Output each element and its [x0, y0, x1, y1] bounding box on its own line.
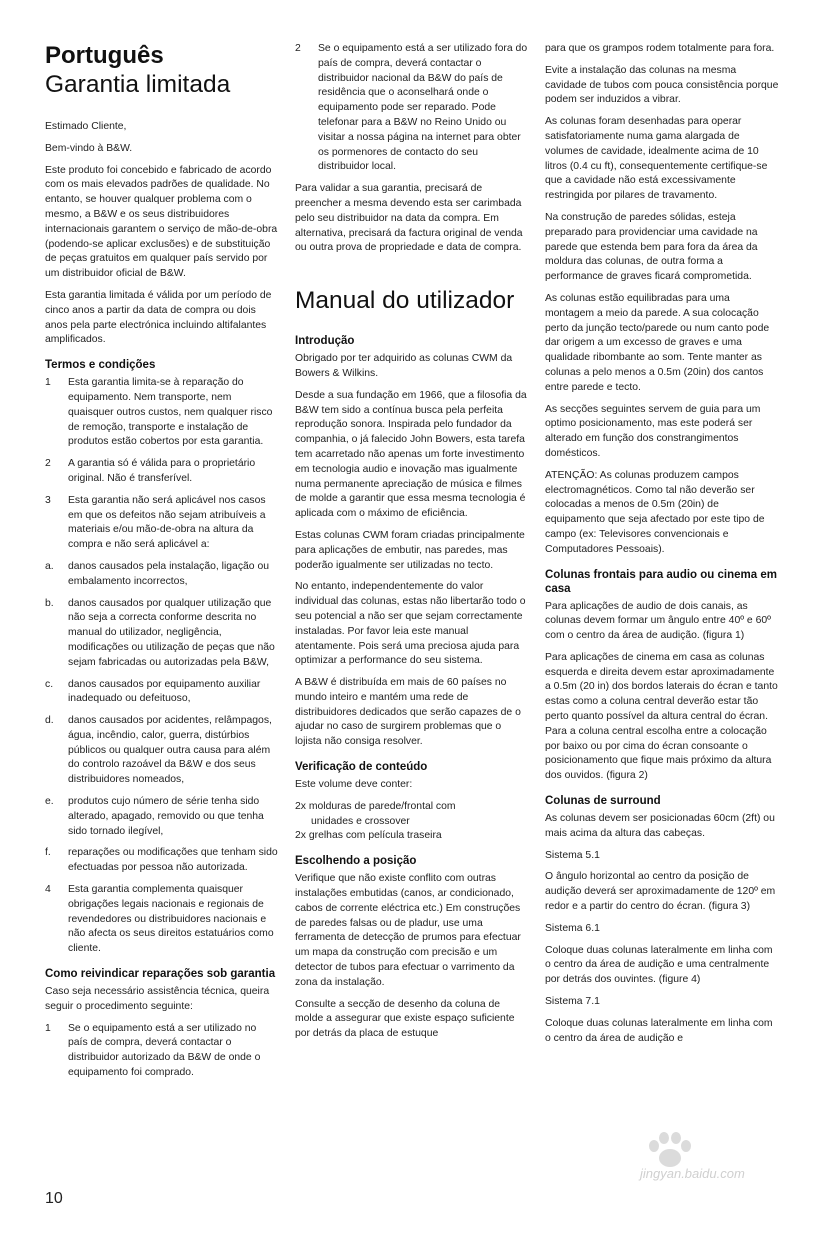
- page-title: Português: [45, 42, 164, 69]
- paragraph: As colunas estão equilibradas para uma montagem a meio da parede. A sua colocação perto da junção tecto/parede ou num canto pode dar origem a um excesso de graves e uma qualidade ribombante ao som. Tente manter as colunas a pelo menos a 0.5m (20in) dos cantos entre parede e tecto.: [545, 292, 770, 393]
- paragraph: Verifique que não existe conflito com outras instalações embutidas (canos, ar condicionado, cabos de corrente eléctrica etc.) Em construções de paredes falsas ou de pladur, use uma ferramenta de detecção de prumos para efectuar um mapa da construção com precisão e um detector de tubos para efectuar o varrimento da zona da instalação.: [295, 873, 521, 988]
- list-item: d. danos causados por acidentes, relâmpagos, água, incêndio, calor, guerra, distúrbios públicos ou qualquer outra causa para além do controlo razoável da B&W e dos seus distribuidores nomeados,: [45, 715, 272, 786]
- paragraph: Caso seja necessário assistência técnica, queira seguir o procedimento seguinte:: [45, 986, 270, 1012]
- heading-claim: Como reivindicar reparações sob garantia: [45, 968, 276, 981]
- paragraph: Coloque duas colunas lateralmente em linha com o centro da área de audição e uma centralmente por detrás dos ouvintes. (figure 4): [545, 944, 773, 986]
- paragraph: para que os grampos rodem totalmente para fora.: [545, 43, 775, 54]
- heading-terms: Termos e condições: [45, 359, 156, 372]
- list-item: b. danos causados por qualquer utilização que não seja a correcta conforme descrita no manual do utilizador, negligência, modificações ou utilização de peças que não sejam fabricadas ou autorizadas pela B&W,: [45, 597, 275, 668]
- paragraph: Este volume deve conter:: [295, 779, 413, 791]
- contents-line: 2x grelhas com película traseira: [295, 830, 442, 842]
- paragraph: Sistema 7.1: [545, 996, 600, 1008]
- paragraph: Para aplicações de audio de dois canais, as colunas devem formar um ângulo entre 40º e 60º com o centro da área de audição. (figura 1): [545, 600, 771, 642]
- watermark: [640, 1130, 780, 1190]
- paragraph: Desde a sua fundação em 1966, que a filosofia da B&W tem sido a contínua busca pela perfeita reprodução sonora. Inspirada pelo fundador da companhia, o já falecido John Bowers, esta tarefa tem acarretado não apenas um forte investimento em tecnologia audio e inovação mas igualmente numa permanente apreciação de música e filmes de molde a garantir que essa mesma tecnologia é aplicada com o máximo de eficiência.: [295, 389, 527, 520]
- list-item: 1 Se o equipamento está a ser utilizado no país de compra, deverá contactar o distribuidor autorizado da B&W de onde o equipamento foi comprado.: [45, 1022, 261, 1079]
- paw-icon: [640, 1130, 700, 1170]
- paragraph: As colunas devem ser posicionadas 60cm (2ft) ou mais acima da altura das cabeças.: [545, 813, 775, 839]
- section-title-manual: Manual do utilizador: [295, 287, 515, 315]
- heading-surround: Colunas de surround: [545, 795, 661, 808]
- paragraph: Coloque duas colunas lateralmente em linha com o centro da área de audição e: [545, 1017, 773, 1044]
- column-1: [45, 42, 278, 1088]
- column-3: [545, 42, 779, 1053]
- paragraph: O ângulo horizontal ao centro da posição de audição deverá ser aproximadamente de 120º em redor e a partir do centro do écran. (figura 3): [545, 871, 776, 913]
- column-2: [295, 42, 528, 1049]
- heading-contents: Verificação de conteúdo: [295, 761, 428, 774]
- paragraph: Bem-vindo à B&W.: [45, 142, 133, 154]
- paragraph: Para validar a sua garantia, precisará de preencher a mesma devendo esta ser carimbada pelo seu distribuidor na data da compra. Em alternativa, precisará da factura original de venda ou outra prova de propriedade e data de compra.: [295, 183, 523, 254]
- paragraph: Consulte a secção de desenho da coluna de molde a assegurar que existe espaço suficiente por detrás da placa de estuque: [295, 998, 515, 1040]
- paragraph: Na construção de paredes sólidas, esteja preparado para providenciar uma cavidade na parede que estenda bem para fora da área da moldura das colunas, de outra forma a performance de graves ficará comprometida.: [545, 211, 758, 283]
- list-item: e. produtos cujo número de série tenha sido alterado, apagado, removido ou que tenha sido tornado ilegível,: [45, 796, 264, 837]
- paragraph: Estimado Cliente,: [45, 121, 127, 132]
- terms-list: [45, 376, 278, 957]
- paragraph: Este produto foi concebido e fabricado de acordo com os mais elevados padrões de qualidade. No entanto, se houver qualquer problema com o mesmo, a B&W e os seus distribuidores internacionais garantem o serviço de mão-de-obra (podendo-se aplicar exclusões) e de substituição de peças gratuitos em qualquer país servido por um distribuidor oficial de B&W.: [45, 164, 278, 280]
- list-item: 4 Esta garantia complementa quaisquer obrigações legais nacionais e regionais de revendedores ou distribuidores nacionais e não afecta os seus direitos estatuários como cliente.: [45, 884, 274, 955]
- paragraph: Obrigado por ter adquirido as colunas CWM da Bowers & Wilkins.: [295, 353, 513, 379]
- list-item: 1 Esta garantia limita-se à reparação do equipamento. Nem transporte, nem quaisquer outros custos, nem qualquer risco de remoção, transporte e instalação de produtos estão cobertos por esta garantia.: [45, 377, 273, 448]
- page-number: 10: [45, 1190, 63, 1207]
- paragraph: No entanto, independentemente do valor individual das colunas, estas não libertarão todo o seu potencial a não ser que sejam correctamente instaladas. Por favor leia este manual atentamente. Pois será uma preciosa ajuda para optimizar a performance do seu sistema.: [295, 581, 526, 667]
- paragraph: As secções seguintes servem de guia para um optimo posicionamento, mas este poderá ser alterado em função dos constrangimentos domésticos.: [545, 403, 761, 459]
- paragraph: Evite a instalação das colunas na mesma cavidade de tubos com pouca consistência porque podem ser induzidos a vibrar.: [545, 64, 779, 106]
- list-item: 3 Esta garantia não será aplicável nos casos em que os defeitos não sejam atribuíveis a materiais e/ou mão-de-obra na altura da compra e não será aplicável a:: [45, 494, 266, 551]
- heading-position: Escolhendo a posição: [295, 855, 417, 868]
- section-title-warranty: Garantia limitada: [45, 71, 231, 98]
- watermark-text: jingyan.baidu.com: [640, 1166, 745, 1181]
- paragraph: A B&W é distribuída em mais de 60 países no mundo inteiro e mantém uma rede de distribuidores dedicados que serão capazes de o ajudar no caso de surgirem problemas que o lojista não consiga resolver.: [295, 677, 521, 748]
- list-item: 2 Se o equipamento está a ser utilizado fora do país de compra, deverá contactar o distribuidor nacional da B&W do país de residência que o aconselhará onde o equipamento pode ser reparado. Pode telefonar para a B&W no Reino Unido ou visitar a nossa página na internet para obter os pormenores de contacto do seu distribuidor local.: [295, 43, 528, 173]
- paragraph: Sistema 6.1: [545, 922, 600, 934]
- list-item: c. danos causados por equipamento auxiliar inadequado ou defeituoso,: [45, 678, 261, 705]
- paragraph: Sistema 5.1: [545, 849, 600, 861]
- list-item: a. danos causados pela instalação, ligação ou embalamento incorrectos,: [45, 560, 270, 587]
- contents-line: unidades e crossover: [311, 815, 410, 827]
- list-item: f. reparações ou modificações que tenham sido efectuadas por pessoa não autorizada.: [45, 847, 278, 874]
- heading-intro: Introdução: [295, 335, 355, 348]
- list-item: 2 A garantia só é válida para o proprietário original. Não é transferível.: [45, 458, 256, 484]
- contents-line: 2x molduras de parede/frontal com: [295, 800, 456, 812]
- paragraph: As colunas foram desenhadas para operar satisfatoriamente numa gama alargada de volumes de cavidade, idealmente acima de 10 litros (0.4 cu ft), consequentemente certifique-se que a cavidade não está excessivamente restringida por pilares de travamento.: [545, 116, 768, 202]
- paragraph: Estas colunas CWM foram criadas principalmente para aplicações de embutir, nas paredes, mas poderão igualmente ser utilizadas no tecto.: [295, 529, 525, 571]
- paragraph: ATENÇÃO: As colunas produzem campos electromagnéticos. Como tal não deverão ser colocadas a menos de 0.5m (20in) de equipamento que seja afectado por este tipo de campo (ex: Televisores convencionais e Computadores Pessoais).: [545, 469, 765, 555]
- paragraph: Para aplicações de cinema em casa as colunas esquerda e direita devem estar aproximadamente a 0.5m (20 in) dos bordos laterais do écran e tanto estas como a coluna central deverão estar tão perto quanto possível da altura central do écran. Para a coluna central escolha entre a colocação por baixo ou por cima do écran consoante o posicionamento que fique mais próximo da altura dos ouvidos. (figura 2): [545, 651, 778, 782]
- heading-front-speakers: Colunas frontais para audio ou cinema em casa: [545, 568, 777, 595]
- paragraph: Esta garantia limitada é válida por um período de cinco anos a partir da data de compra ou dois anos pela parte electrónica incluindo altifalantes amplificados.: [45, 289, 272, 346]
